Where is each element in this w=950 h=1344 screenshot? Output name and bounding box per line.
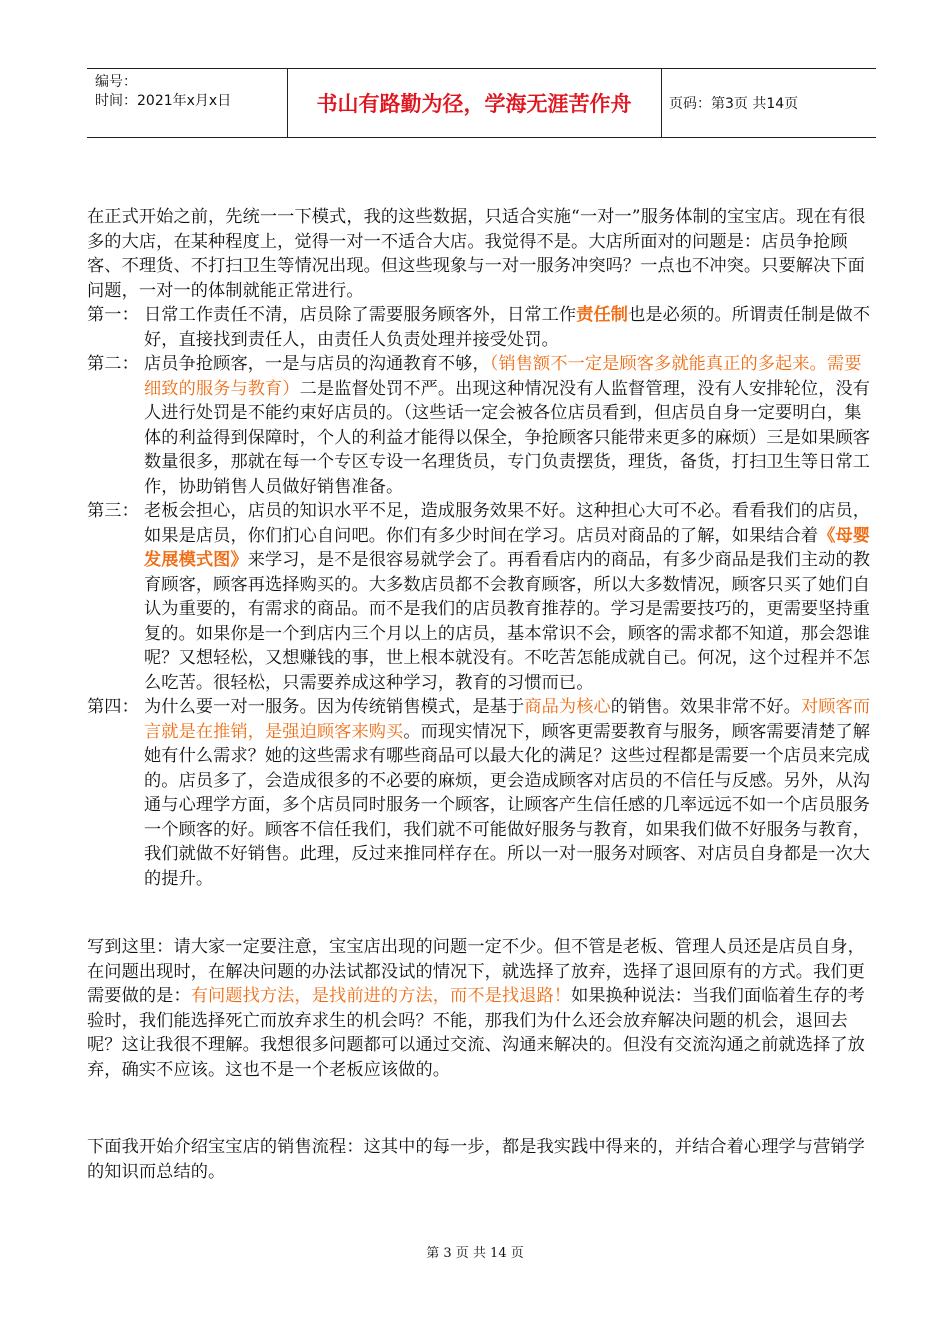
note-text-after: 如果换种说法：当我们面临着生存的考验时，我们能选择死亡而放弃求生的机会吗？不能，那我们为什么还会放弃解决问题的机会，退回去呢？这让我很不理解。我想很多问题都可以通过交流、沟通来解决的。但没有交流沟通之前就选择了放弃，确实不应该。这也不是一个老板应该做的。 [87, 986, 865, 1080]
item-text-after: 。而现实情况下，顾客更需要教育与服务，顾客需要清楚了解她有什么需求？她的这些需求有哪些商品可以最大化的满足？这些过程都是需要一个店员来完成的。店员多了，会造成很多的不必要的麻烦，更会造成顾客对店员的不信任与反感。另外，从沟通与心理学方面，多个店员同时服务一个顾客，让顾客产生信任感的几率远远不如一个店员服务一个顾客的好。顾客不信任我们，我们就不可能做好服务与教育，如果我们做不好服务与教育，我们就做不好销售。此理，反过来推同样存在。所以一对一服务对顾客、对店员自身都是一次大的提升。 [144, 721, 871, 889]
paragraph-spacer [87, 1082, 877, 1135]
header-page-info: 页码：第3页 共14页 [669, 96, 799, 112]
item-text-after: 也是必须的。所谓责任制是做不好，直接找到责任人，由责任人负责处理并接受处罚。 [144, 305, 871, 350]
item-label: 第一： [87, 305, 139, 325]
header-meta [95, 73, 285, 111]
header-divider [661, 69, 662, 137]
item-text-after: 二是监督处罚不严。出现这种情况没有人监督管理，没有人安排轮位，没有人进行处罚是不能约束好店员的。（这些话一定会被各位店员看到，但店员自身一定要明白，集体的利益得到保障时，个人的利益才能得以保全，争抢顾客只能带来更多的麻烦）三是如果顾客数量很多，那就在每一个专区专设一名理货员，专门负责摆货，理货，备货，打扫卫生等日常工作，协助销售人员做好销售准备。 [144, 378, 871, 497]
note-text-before: 写到这里：请大家一定要注意，宝宝店出现的问题一定不少。但不管是老板、管理人员还是店员自身，在问题出现时，在解决问题的办法试都没试的情况下，就选择了放弃，选择了退回原有的方式。我们更需要做的是： [87, 937, 865, 1006]
item-text-before: 店员争抢顾客，一是与店员的沟通教育不够， [144, 354, 490, 374]
list-item [87, 499, 877, 695]
note-paragraph [87, 935, 877, 1082]
page-footer: 第 3 页 共 14 页 [426, 1246, 524, 1261]
item-highlight: 商品为核心 [524, 697, 611, 717]
list-item [87, 303, 877, 352]
document-header [87, 68, 876, 138]
item-highlight: 责任制 [576, 305, 629, 325]
closing-paragraph: 下面我开始介绍宝宝店的销售流程：这其中的每一步，都是我实践中得来的，并结合着心理学与营销学的知识而总结的。 [87, 1137, 865, 1182]
item-text-before: 日常工作责任不清，店员除了需要服务顾客外，日常工作 [144, 305, 577, 325]
note-highlight: 有问题找方法，是找前进的方法，而不是找退路！ [190, 986, 572, 1006]
item-text-mid: 的销售。效果非常不好。 [610, 697, 801, 717]
item-label: 第二： [87, 354, 139, 374]
item-text [144, 352, 877, 499]
item-label: 第四： [87, 697, 139, 717]
item-text [144, 303, 877, 352]
paragraph-spacer [87, 891, 877, 935]
header-time-label: 时间：2021年x月x日 [95, 93, 232, 109]
item-text [144, 695, 877, 891]
item-text-after: 来学习，是不是很容易就学会了。再看看店内的商品，有多少商品是我们主动的教育顾客，顾客再选择购买的。大多数店员都不会教育顾客，所以大多数情况，顾客只买了她们自认为重要的，有需求的商品。而不是我们的店员教育推荐的。学习是需要技巧的，更需要坚持重复的。如果你是一个到店内三个月以上的店员，基本常识不会，顾客的需求都不知道，那会怨谁呢？又想轻松，又想赚钱的事，世上根本就没有。不吃苦怎能成就自己。何况，这个过程并不怎么吃苦。很轻松，只需要养成这种学习，教育的习惯而已。 [144, 550, 871, 693]
item-text [144, 499, 877, 695]
item-text-before: 为什么要一对一服务。因为传统销售模式，是基于 [144, 697, 525, 717]
item-label: 第三： [87, 501, 139, 521]
intro-paragraph: 在正式开始之前，先统一一下模式，我的这些数据，只适合实施“一对一”服务体制的宝宝店。现在有很多的大店，在某种程度上，觉得一对一不适合大店。我觉得不是。大店所面对的问题是：店员争抢顾客、不理货、不打扫卫生等情况出现。但这些现象与一对一服务冲突吗？一点也不冲突。只要解决下面问题，一对一的体制就能正常进行。 [87, 207, 866, 301]
item-text-before: 老板会担心，店员的知识水平不足，造成服务效果不好。这种担心大可不必。看看我们的店员，如果是店员，你们扪心自问吧。你们有多少时间在学习。店员对商品的了解，如果结合着 [144, 501, 871, 546]
item-highlight: （销售额不一定是顾客多就能真正的多起来。需要细致的服务与教育） [144, 354, 862, 399]
item-highlight: 《母婴发展模式图》 [144, 525, 871, 570]
item-highlight-2: 对顾客而言就是在推销，是强迫顾客来购买 [144, 697, 871, 742]
document-body [87, 205, 877, 1184]
header-number-label: 编号： [95, 74, 137, 90]
list-item [87, 695, 877, 891]
header-motto: 书山有路勤为径，学海无涯苦作舟 [316, 92, 632, 116]
list-item [87, 352, 877, 499]
